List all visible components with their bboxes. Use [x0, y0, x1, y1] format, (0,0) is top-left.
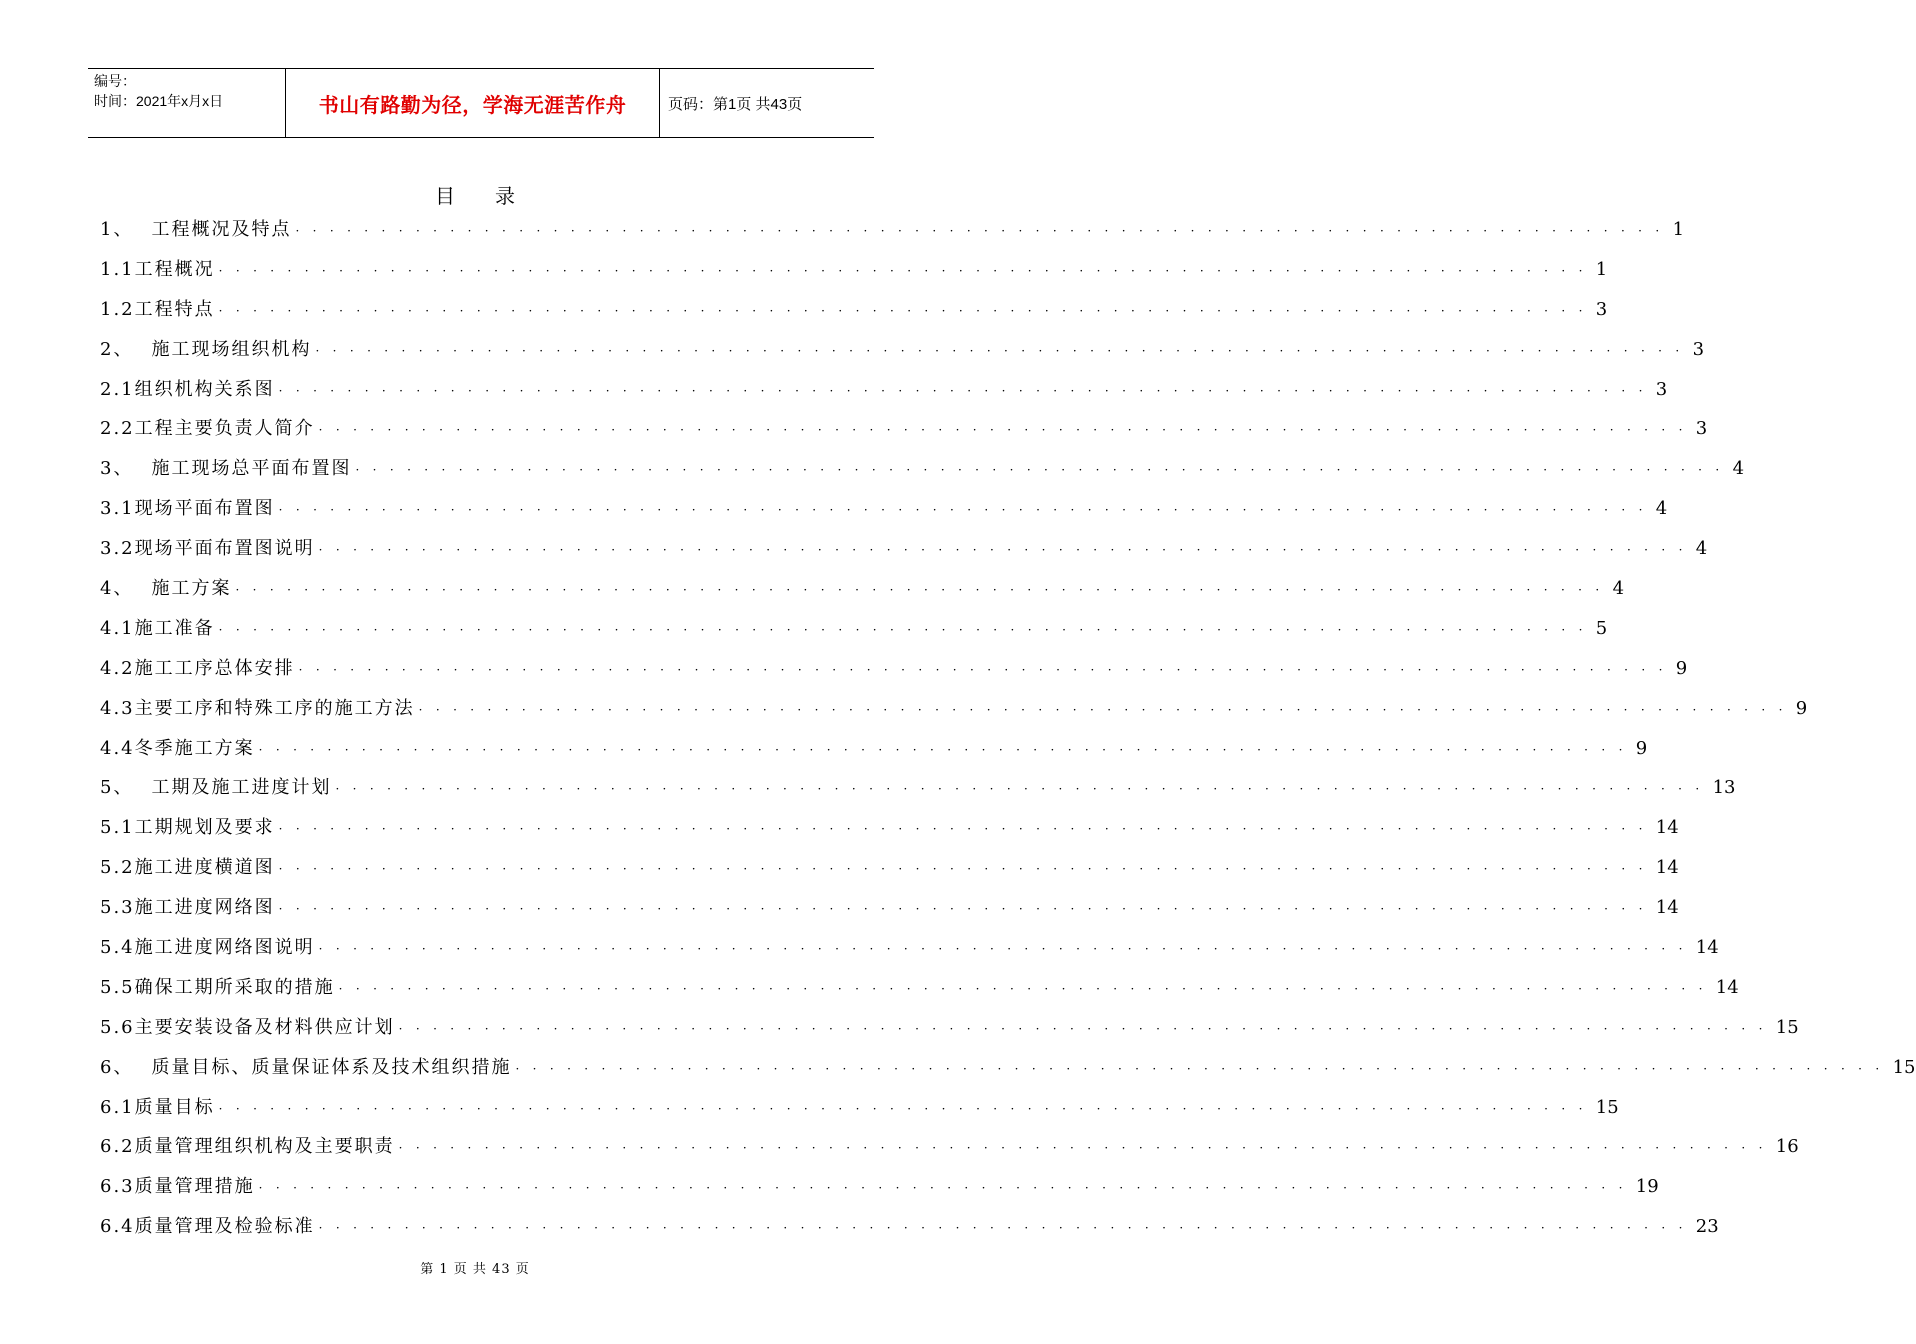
toc-entry-page: 4 [1612, 578, 1625, 600]
toc-entry-label [100, 569, 231, 609]
toc-entry-page: 3 [1692, 338, 1705, 360]
toc-entry-number: 6.1 [100, 1096, 135, 1118]
toc-entry-page: 3 [1655, 378, 1668, 400]
toc-entry-title: 工程特点 [134, 298, 215, 320]
toc-entry[interactable] [100, 968, 1739, 1008]
toc-entry-number: 1.2 [100, 298, 135, 320]
toc-entry-number: 3、 [100, 458, 134, 480]
toc-entry-page: 15 [1595, 1096, 1619, 1118]
toc-entry-page: 4 [1732, 458, 1745, 480]
toc-dot-leader: ················································································ [335, 782, 1713, 797]
header-motto: 书山有路勤为径，学海无涯苦作舟 [286, 69, 660, 137]
toc-entry-number: 3.2 [100, 538, 135, 560]
toc-entry-number: 6.2 [100, 1136, 135, 1158]
toc-entry-label [100, 689, 415, 729]
toc-entry-page: 3 [1695, 418, 1708, 440]
toc-dot-leader: ················································································ [258, 742, 1636, 757]
toc-entry-label [100, 649, 295, 689]
toc-entry-label [100, 1088, 215, 1128]
toc-entry-title: 施工进度网络图 [134, 897, 275, 919]
toc-dot-leader: ················································································ [278, 822, 1656, 837]
toc-entry[interactable] [100, 649, 1688, 689]
toc-entry[interactable] [100, 848, 1679, 888]
toc-entry-title: 质量管理及检验标准 [134, 1216, 315, 1238]
toc-entry-title: 组织机构关系图 [134, 378, 275, 400]
toc-entry-title: 冬季施工方案 [134, 737, 255, 759]
toc-entry-label [100, 808, 275, 848]
toc-entry-page: 9 [1635, 737, 1648, 759]
toc-entry-label [100, 489, 275, 529]
header-meta [88, 69, 286, 137]
toc-entry-label [100, 768, 331, 808]
toc-entry-title: 施工准备 [134, 617, 215, 639]
toc-entry-page: 4 [1695, 538, 1708, 560]
toc-entry[interactable] [100, 1008, 1799, 1048]
toc-entry[interactable] [100, 1088, 1619, 1128]
document-time-label: 时间：2021年x月x日 [94, 93, 224, 109]
toc-entry-number: 4.3 [100, 697, 135, 719]
toc-entry-number: 4.4 [100, 737, 135, 759]
toc-entry-title: 主要安装设备及材料供应计划 [134, 1016, 395, 1038]
toc-entry-number: 2、 [100, 338, 134, 360]
toc-entry[interactable] [100, 409, 1708, 449]
toc-entry[interactable] [100, 609, 1608, 649]
toc-dot-leader: ················································································ [258, 1181, 1636, 1196]
toc-entry-page: 15 [1892, 1056, 1916, 1078]
toc-entry-title: 现场平面布置图说明 [134, 538, 315, 560]
toc-entry-number: 4、 [100, 578, 134, 600]
toc-entry-label [100, 250, 215, 290]
toc-entry-label [100, 449, 351, 489]
toc-entry-page: 9 [1795, 697, 1808, 719]
toc-entry-number: 5.4 [100, 937, 135, 959]
toc-dot-leader: ················································································ [355, 463, 1733, 478]
toc-entry-page: 14 [1715, 976, 1739, 998]
toc-entry-page: 3 [1595, 298, 1608, 320]
toc-entry-page: 16 [1775, 1136, 1799, 1158]
toc-entry-number: 4.2 [100, 657, 135, 679]
toc-entry-page: 9 [1675, 657, 1688, 679]
toc-entry-page: 1 [1672, 219, 1685, 240]
toc-dot-leader: ················································································ [235, 583, 1613, 598]
toc-dot-leader: ················································································ [418, 702, 1796, 717]
toc-entry-label [100, 1008, 395, 1048]
toc-entry-number: 1.1 [100, 258, 135, 280]
toc-entry-number: 5.5 [100, 976, 135, 998]
toc-dot-leader: ················································································ [218, 263, 1596, 278]
toc-dot-leader: ················································································ [338, 981, 1716, 996]
toc-dot-leader: ················································································ [318, 423, 1696, 438]
toc-dot-leader: ················································································ [398, 1021, 1776, 1036]
toc-entry-number: 5.6 [100, 1016, 135, 1038]
toc-entry-number: 5.3 [100, 897, 135, 919]
toc-entry-label [100, 370, 275, 410]
table-of-contents [100, 210, 1916, 1247]
toc-entry-title: 质量管理组织机构及主要职责 [134, 1136, 395, 1158]
toc-dot-leader: ················································································ [218, 303, 1596, 318]
toc-entry-title: 工程概况及特点 [151, 219, 292, 240]
toc-entry[interactable] [100, 1167, 1659, 1207]
toc-entry[interactable] [100, 569, 1625, 609]
toc-entry-number: 5.1 [100, 817, 135, 839]
toc-entry[interactable] [100, 250, 1608, 290]
toc-entry-label [100, 1207, 315, 1247]
toc-entry-label [100, 1048, 511, 1088]
toc-entry-title: 质量管理措施 [134, 1176, 255, 1198]
toc-entry-title: 质量目标、质量保证体系及技术组织措施 [151, 1056, 512, 1078]
toc-entry-page: 4 [1655, 498, 1668, 520]
toc-title: 目录 [435, 184, 555, 208]
toc-entry-label [100, 729, 255, 769]
toc-dot-leader: ················································································ [218, 622, 1596, 637]
toc-entry[interactable] [100, 370, 1668, 410]
toc-dot-leader: ················································································ [278, 902, 1656, 917]
toc-entry-number: 5、 [100, 777, 134, 799]
toc-entry-label [100, 330, 311, 370]
toc-dot-leader: ················································································ [398, 1141, 1776, 1156]
toc-entry-label [100, 210, 291, 250]
toc-entry-title: 确保工期所采取的措施 [134, 976, 335, 998]
toc-entry-page: 14 [1655, 857, 1679, 879]
toc-entry-title: 现场平面布置图 [134, 498, 275, 520]
toc-entry[interactable] [100, 689, 1808, 729]
toc-entry-number: 1、 [100, 219, 134, 240]
toc-entry-page: 14 [1655, 897, 1679, 919]
toc-entry-page: 1 [1595, 258, 1608, 280]
toc-dot-leader: ················································································ [298, 662, 1676, 677]
toc-entry-number: 2.2 [100, 418, 135, 440]
toc-entry-page: 14 [1695, 937, 1719, 959]
toc-entry-title: 施工进度横道图 [134, 857, 275, 879]
toc-dot-leader: ················································································ [278, 503, 1656, 518]
toc-entry[interactable] [100, 729, 1648, 769]
toc-dot-leader: ················································································ [515, 1061, 1893, 1076]
toc-entry-number: 6、 [100, 1056, 134, 1078]
page-footer: 第 1 页 共 43 页 [420, 1262, 530, 1277]
toc-entry-title: 质量目标 [134, 1096, 215, 1118]
toc-entry-page: 23 [1695, 1216, 1719, 1238]
toc-entry[interactable] [100, 489, 1668, 529]
toc-entry-number: 4.1 [100, 617, 135, 639]
toc-entry-title: 施工进度网络图说明 [134, 937, 315, 959]
toc-entry-title: 施工工序总体安排 [134, 657, 295, 679]
toc-entry-title: 施工方案 [151, 578, 232, 600]
toc-entry-title: 主要工序和特殊工序的施工方法 [134, 697, 415, 719]
toc-entry-label [100, 1127, 395, 1167]
toc-dot-leader: ················································································ [278, 862, 1656, 877]
toc-entry-label [100, 848, 275, 888]
toc-entry[interactable] [100, 529, 1708, 569]
toc-entry-label [100, 409, 315, 449]
toc-entry[interactable] [100, 928, 1719, 968]
toc-entry-title: 施工现场总平面布置图 [151, 458, 352, 480]
toc-entry-number: 6.3 [100, 1176, 135, 1198]
toc-entry-number: 5.2 [100, 857, 135, 879]
toc-dot-leader: ················································································ [315, 343, 1693, 358]
toc-entry-page: 5 [1595, 617, 1608, 639]
toc-entry-page: 15 [1775, 1016, 1799, 1038]
toc-entry-title: 工程主要负责人简介 [134, 418, 315, 440]
toc-entry[interactable] [100, 808, 1679, 848]
toc-entry-title: 工期及施工进度计划 [151, 777, 332, 799]
toc-entry-number: 3.1 [100, 498, 135, 520]
page-header [88, 68, 874, 138]
toc-entry-label [100, 1167, 255, 1207]
toc-dot-leader: ················································································ [318, 942, 1696, 957]
toc-entry[interactable] [100, 1048, 1916, 1088]
header-page-label: 页码：第1页 共43页 [668, 95, 803, 113]
toc-entry-number: 2.1 [100, 378, 135, 400]
toc-entry-label [100, 529, 315, 569]
toc-entry-page: 13 [1712, 777, 1736, 799]
toc-entry-page: 19 [1635, 1176, 1659, 1198]
document-number-label: 编号： [94, 73, 136, 89]
toc-entry-title: 工程概况 [134, 258, 215, 280]
toc-entry[interactable] [100, 1207, 1719, 1247]
toc-entry[interactable] [100, 1127, 1799, 1167]
toc-entry-title: 工期规划及要求 [134, 817, 275, 839]
toc-entry-label [100, 968, 335, 1008]
toc-entry-label [100, 609, 215, 649]
toc-entry[interactable] [100, 330, 1705, 370]
toc-entry-label [100, 290, 215, 330]
toc-entry-page: 14 [1655, 817, 1679, 839]
toc-entry-title: 施工现场组织机构 [151, 338, 312, 360]
toc-dot-leader: ················································································ [318, 1221, 1696, 1236]
toc-entry[interactable] [100, 210, 1685, 250]
toc-entry[interactable] [100, 290, 1608, 330]
toc-entry-number: 6.4 [100, 1216, 135, 1238]
toc-entry[interactable] [100, 768, 1736, 808]
toc-entry[interactable] [100, 888, 1679, 928]
toc-dot-leader: ················································································ [278, 383, 1656, 398]
toc-entry-label [100, 928, 315, 968]
toc-dot-leader: ················································································ [218, 1101, 1596, 1116]
toc-entry-label [100, 888, 275, 928]
toc-dot-leader: ················································································ [318, 543, 1696, 558]
toc-entry[interactable] [100, 449, 1745, 489]
toc-dot-leader: ················································································ [295, 224, 1673, 238]
